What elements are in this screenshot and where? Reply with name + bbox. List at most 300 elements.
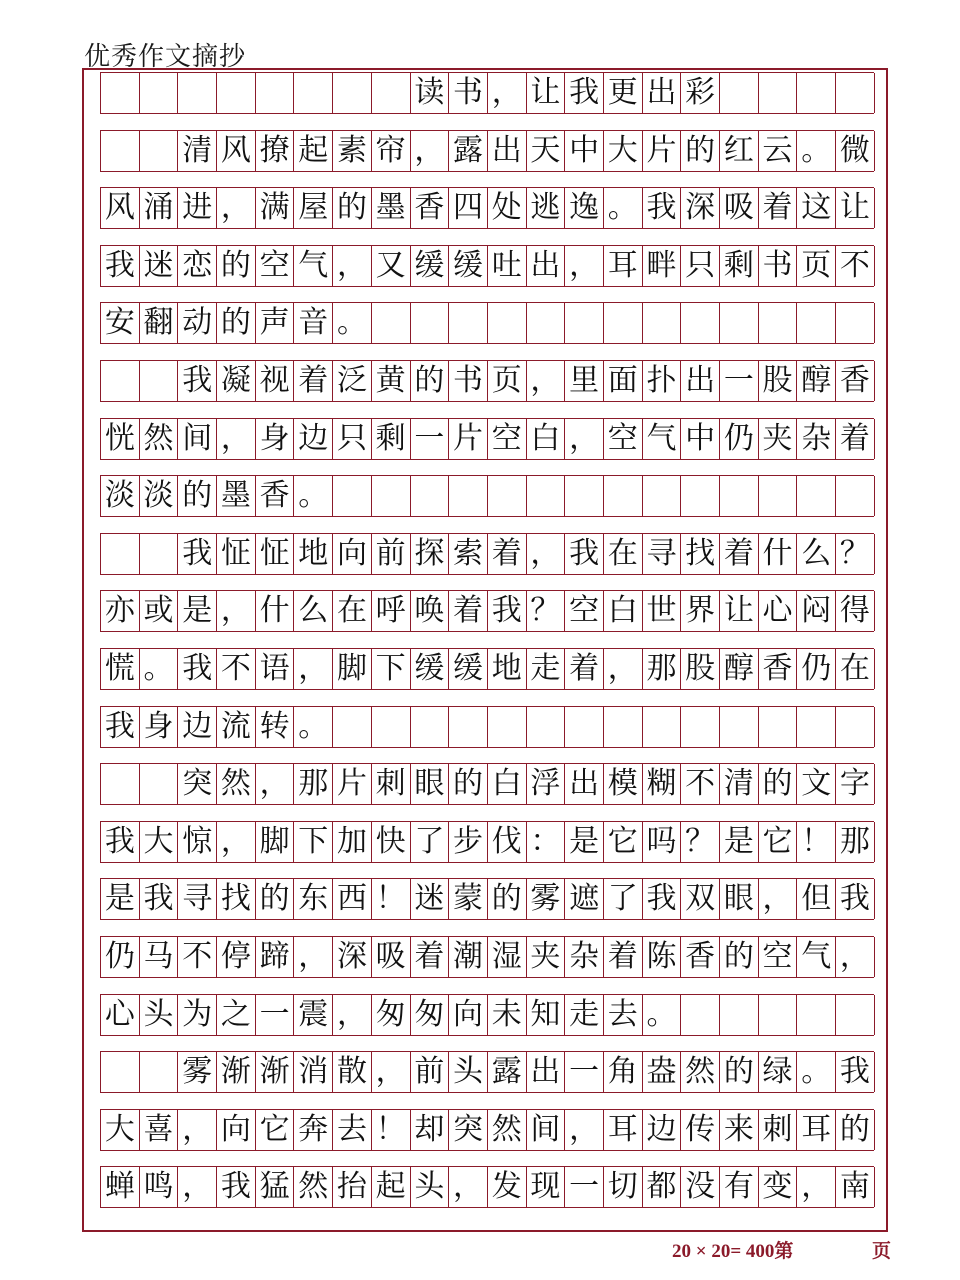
- grid-cell: 一: [256, 995, 295, 1035]
- grid-row: [100, 878, 874, 920]
- grid-cell: [449, 303, 488, 343]
- grid-cell: 然: [681, 1052, 720, 1092]
- grid-cell: 不: [681, 764, 720, 804]
- grid-row: [100, 418, 874, 460]
- grid-cell: 页: [797, 246, 836, 286]
- grid-cell: 更: [604, 73, 643, 113]
- grid-cell: 马: [140, 937, 179, 977]
- grid-cell: 里: [565, 361, 604, 401]
- grid-cell: ，: [217, 419, 256, 459]
- grid-cell: 逸: [565, 188, 604, 228]
- grid-row: [100, 245, 874, 287]
- grid-cell: 缓: [449, 649, 488, 689]
- grid-cell: 我: [178, 649, 217, 689]
- grid-cell: 让: [527, 73, 566, 113]
- grid-cell: 耳: [604, 1110, 643, 1150]
- grid-cell: 南: [836, 1167, 875, 1207]
- grid-cell: 间: [527, 1110, 566, 1150]
- grid-cell: 我: [140, 879, 179, 919]
- grid-cell: 了: [411, 822, 450, 862]
- grid-cell: 却: [411, 1110, 450, 1150]
- grid-cell: 素: [333, 131, 372, 171]
- grid-cell: 在: [604, 534, 643, 574]
- grid-cell: 心: [101, 995, 140, 1035]
- grid-cell: 醇: [797, 361, 836, 401]
- grid-row: [100, 1109, 874, 1151]
- grid-cell: 空: [565, 591, 604, 631]
- grid-cell: 呼: [372, 591, 411, 631]
- grid-cell: [527, 707, 566, 747]
- grid-cell: 满: [256, 188, 295, 228]
- grid-cell: 空: [759, 937, 798, 977]
- grid-cell: ，: [294, 649, 333, 689]
- grid-cell: 屋: [294, 188, 333, 228]
- grid-cell: 香: [411, 188, 450, 228]
- grid-cell: ，: [217, 591, 256, 631]
- grid-cell: 的: [449, 764, 488, 804]
- grid-cell: 彩: [681, 73, 720, 113]
- grid-cell: [333, 476, 372, 516]
- grid-cell: [527, 476, 566, 516]
- grid-cell: [836, 995, 875, 1035]
- grid-cell: ，: [565, 246, 604, 286]
- grid-cell: [643, 303, 682, 343]
- grid-cell: ，: [294, 937, 333, 977]
- grid-cell: 边: [178, 707, 217, 747]
- grid-cell: ，: [178, 1110, 217, 1150]
- grid-cell: ，: [449, 1167, 488, 1207]
- grid-row: [100, 821, 874, 863]
- grid-row: [100, 130, 874, 172]
- grid-cell: [140, 1052, 179, 1092]
- grid-cell: [759, 303, 798, 343]
- grid-cell: 然: [217, 764, 256, 804]
- header-note: 优秀作文摘抄: [84, 42, 247, 72]
- grid-cell: 头: [411, 1167, 450, 1207]
- grid-cell: [836, 707, 875, 747]
- grid-cell: 它: [604, 822, 643, 862]
- grid-cell: 变: [759, 1167, 798, 1207]
- grid-cell: 。: [604, 188, 643, 228]
- grid-cell: 猛: [256, 1167, 295, 1207]
- grid-cell: 然: [140, 419, 179, 459]
- grid-cell: 边: [294, 419, 333, 459]
- grid-cell: [333, 73, 372, 113]
- grid-cell: 片: [449, 419, 488, 459]
- grid-cell: 语: [256, 649, 295, 689]
- grid-cell: 凝: [217, 361, 256, 401]
- grid-cell: ，: [527, 361, 566, 401]
- grid-cell: 不: [178, 937, 217, 977]
- grid-cell: 蒙: [449, 879, 488, 919]
- grid-cell: 刺: [372, 764, 411, 804]
- grid-cell: [372, 303, 411, 343]
- grid-cell: 醇: [720, 649, 759, 689]
- grid-cell: 片: [643, 131, 682, 171]
- grid-cell: 消: [294, 1052, 333, 1092]
- grid-cell: 。: [643, 995, 682, 1035]
- grid-cell: 前: [411, 1052, 450, 1092]
- grid-cell: [101, 361, 140, 401]
- grid-cell: 字: [836, 764, 875, 804]
- grid-cell: 香: [256, 476, 295, 516]
- grid-cell: 的: [178, 476, 217, 516]
- grid-cell: [797, 303, 836, 343]
- grid-cell: 股: [759, 361, 798, 401]
- grid-cell: ！: [372, 1110, 411, 1150]
- grid-cell: 唤: [411, 591, 450, 631]
- grid-cell: 慌: [101, 649, 140, 689]
- grid-cell: 怔: [256, 534, 295, 574]
- grid-cell: 么: [797, 534, 836, 574]
- grid-cell: 我: [836, 1052, 875, 1092]
- grid-cell: 黄: [372, 361, 411, 401]
- grid-cell: 怔: [217, 534, 256, 574]
- grid-cell: ，: [604, 649, 643, 689]
- grid-cell: 身: [140, 707, 179, 747]
- grid-cell: 亦: [101, 591, 140, 631]
- grid-row: [100, 648, 874, 690]
- grid-cell: [720, 707, 759, 747]
- grid-cell: 仍: [720, 419, 759, 459]
- footer-page-suffix: 页: [872, 1241, 892, 1262]
- footer-grid-count: 20 × 20= 400第: [672, 1241, 794, 1262]
- grid-cell: [140, 361, 179, 401]
- grid-cell: 着: [720, 534, 759, 574]
- grid-cell: 白: [604, 591, 643, 631]
- grid-cell: 着: [759, 188, 798, 228]
- grid-cell: [604, 707, 643, 747]
- grid-cell: [488, 303, 527, 343]
- grid-cell: 白: [488, 764, 527, 804]
- grid-cell: 有: [720, 1167, 759, 1207]
- grid-cell: 心: [759, 591, 798, 631]
- grid-cell: 脚: [256, 822, 295, 862]
- grid-cell: 雾: [527, 879, 566, 919]
- grid-cell: 雾: [178, 1052, 217, 1092]
- grid-cell: 眼: [411, 764, 450, 804]
- grid-cell: 停: [217, 937, 256, 977]
- grid-cell: 伐: [488, 822, 527, 862]
- grid-cell: 得: [836, 591, 875, 631]
- grid-row: [100, 936, 874, 978]
- grid-cell: [836, 73, 875, 113]
- grid-cell: 深: [681, 188, 720, 228]
- grid-cell: 出: [488, 131, 527, 171]
- grid-cell: 知: [527, 995, 566, 1035]
- grid-cell: 着: [565, 649, 604, 689]
- grid-cell: 在: [333, 591, 372, 631]
- grid-cell: 遮: [565, 879, 604, 919]
- grid-cell: 的: [720, 1052, 759, 1092]
- grid-cell: 动: [178, 303, 217, 343]
- grid-cell: 间: [178, 419, 217, 459]
- grid-cell: [681, 995, 720, 1035]
- grid-cell: 我: [836, 879, 875, 919]
- grid-cell: 找: [217, 879, 256, 919]
- grid-cell: ，: [217, 822, 256, 862]
- grid-cell: 出: [643, 73, 682, 113]
- grid-cell: 但: [797, 879, 836, 919]
- grid-cell: [759, 476, 798, 516]
- grid-cell: 身: [256, 419, 295, 459]
- grid-cell: ，: [488, 73, 527, 113]
- grid-cell: ？: [681, 822, 720, 862]
- grid-cell: 西: [333, 879, 372, 919]
- grid-cell: 缓: [411, 246, 450, 286]
- grid-cell: 突: [178, 764, 217, 804]
- grid-cell: [643, 707, 682, 747]
- grid-cell: 的: [333, 188, 372, 228]
- grid-cell: [797, 476, 836, 516]
- grid-cell: ！: [797, 822, 836, 862]
- grid-cell: 蹄: [256, 937, 295, 977]
- grid-cell: 耳: [797, 1110, 836, 1150]
- grid-cell: [178, 73, 217, 113]
- grid-cell: 走: [527, 649, 566, 689]
- grid-cell: 角: [604, 1052, 643, 1092]
- grid-cell: 走: [565, 995, 604, 1035]
- grid-cell: [333, 707, 372, 747]
- grid-cell: 是: [565, 822, 604, 862]
- grid-cell: 气: [643, 419, 682, 459]
- grid-cell: ，: [372, 1052, 411, 1092]
- grid-cell: 向: [449, 995, 488, 1035]
- grid-cell: [449, 476, 488, 516]
- grid-cell: 闷: [797, 591, 836, 631]
- grid-cell: 片: [333, 764, 372, 804]
- grid-cell: 恋: [178, 246, 217, 286]
- grid-cell: 蝉: [101, 1167, 140, 1207]
- grid-cell: 转: [256, 707, 295, 747]
- grid-cell: 我: [178, 534, 217, 574]
- grid-cell: 仍: [101, 937, 140, 977]
- grid-cell: [720, 73, 759, 113]
- grid-cell: ，: [565, 419, 604, 459]
- grid-cell: 页: [488, 361, 527, 401]
- grid-cell: 让: [720, 591, 759, 631]
- grid-cell: [372, 476, 411, 516]
- grid-cell: ，: [217, 188, 256, 228]
- grid-cell: 扑: [643, 361, 682, 401]
- grid-cell: 它: [759, 822, 798, 862]
- grid-cell: 剩: [720, 246, 759, 286]
- grid-cell: 或: [140, 591, 179, 631]
- grid-cell: 让: [836, 188, 875, 228]
- grid-cell: 着: [449, 591, 488, 631]
- grid-cell: 我: [488, 591, 527, 631]
- grid-cell: ，: [759, 879, 798, 919]
- grid-cell: 中: [565, 131, 604, 171]
- grid-cell: 香: [681, 937, 720, 977]
- grid-cell: [101, 73, 140, 113]
- grid-row: [100, 994, 874, 1036]
- grid-cell: 都: [643, 1167, 682, 1207]
- grid-cell: 起: [294, 131, 333, 171]
- grid-cell: 只: [333, 419, 372, 459]
- grid-cell: 的: [681, 131, 720, 171]
- grid-row: [100, 763, 874, 805]
- grid-cell: [411, 707, 450, 747]
- grid-cell: 。: [333, 303, 372, 343]
- grid-cell: [797, 707, 836, 747]
- grid-cell: 着: [836, 419, 875, 459]
- grid-row: [100, 1166, 874, 1208]
- grid-row: [100, 475, 874, 517]
- grid-cell: 我: [565, 73, 604, 113]
- grid-cell: [720, 303, 759, 343]
- grid-cell: 陈: [643, 937, 682, 977]
- grid-cell: 我: [217, 1167, 256, 1207]
- grid-cell: 找: [681, 534, 720, 574]
- grid-cell: 浮: [527, 764, 566, 804]
- grid-cell: 切: [604, 1167, 643, 1207]
- grid-cell: 那: [643, 649, 682, 689]
- grid-cell: 下: [294, 822, 333, 862]
- grid-cell: ，: [797, 1167, 836, 1207]
- grid-cell: [604, 476, 643, 516]
- grid-cell: [759, 73, 798, 113]
- grid-cell: 书: [449, 361, 488, 401]
- grid-cell: 露: [488, 1052, 527, 1092]
- grid-cell: 面: [604, 361, 643, 401]
- grid-cell: 夹: [759, 419, 798, 459]
- grid-cell: 。: [294, 707, 333, 747]
- grid-cell: [488, 707, 527, 747]
- grid-cell: 奔: [294, 1110, 333, 1150]
- grid-cell: 。: [140, 649, 179, 689]
- grid-cell: 地: [294, 534, 333, 574]
- grid-cell: 吸: [372, 937, 411, 977]
- grid-cell: 那: [294, 764, 333, 804]
- grid-cell: 一: [565, 1167, 604, 1207]
- grid-cell: 书: [449, 73, 488, 113]
- grid-cell: [140, 131, 179, 171]
- grid-cell: 的: [256, 879, 295, 919]
- grid-cell: [681, 303, 720, 343]
- grid-row: [100, 187, 874, 229]
- grid-cell: 前: [372, 534, 411, 574]
- grid-cell: 泛: [333, 361, 372, 401]
- grid-cell: 迷: [140, 246, 179, 286]
- grid-cell: 杂: [797, 419, 836, 459]
- grid-cell: 缓: [449, 246, 488, 286]
- grid-cell: 鸣: [140, 1167, 179, 1207]
- grid-cell: ，: [565, 1110, 604, 1150]
- grid-cell: 空: [604, 419, 643, 459]
- grid-cell: 眼: [720, 879, 759, 919]
- grid-cell: 起: [372, 1167, 411, 1207]
- grid-cell: 潮: [449, 937, 488, 977]
- grid-cell: 匆: [372, 995, 411, 1035]
- grid-cell: 翻: [140, 303, 179, 343]
- grid-cell: 香: [759, 649, 798, 689]
- grid-cell: 音: [294, 303, 333, 343]
- grid-cell: [565, 707, 604, 747]
- grid-cell: ，: [333, 246, 372, 286]
- grid-cell: 模: [604, 764, 643, 804]
- grid-cell: 是: [178, 591, 217, 631]
- grid-cell: 地: [488, 649, 527, 689]
- grid-cell: ，: [333, 995, 372, 1035]
- grid-cell: [372, 73, 411, 113]
- grid-cell: [140, 73, 179, 113]
- grid-cell: 不: [836, 246, 875, 286]
- grid-cell: 为: [178, 995, 217, 1035]
- grid-cell: 我: [101, 822, 140, 862]
- grid-cell: 我: [643, 879, 682, 919]
- grid-cell: 索: [449, 534, 488, 574]
- grid-cell: 空: [256, 246, 295, 286]
- grid-cell: 我: [101, 246, 140, 286]
- grid-cell: 出: [565, 764, 604, 804]
- grid-cell: 一: [720, 361, 759, 401]
- grid-cell: 出: [681, 361, 720, 401]
- grid-cell: ？: [527, 591, 566, 631]
- grid-cell: 然: [488, 1110, 527, 1150]
- grid-cell: 之: [217, 995, 256, 1035]
- grid-cell: 红: [720, 131, 759, 171]
- grid-cell: 声: [256, 303, 295, 343]
- grid-cell: 刺: [759, 1110, 798, 1150]
- grid-cell: 的: [836, 1110, 875, 1150]
- grid-cell: 。: [797, 131, 836, 171]
- grid-cell: ？: [836, 534, 875, 574]
- grid-cell: 仍: [797, 649, 836, 689]
- grid-cell: 么: [294, 591, 333, 631]
- grid-cell: 缓: [411, 649, 450, 689]
- grid-cell: 恍: [101, 419, 140, 459]
- grid-cell: [449, 707, 488, 747]
- grid-cell: 的: [488, 879, 527, 919]
- grid-cell: 喜: [140, 1110, 179, 1150]
- grid-cell: 那: [836, 822, 875, 862]
- grid-cell: [759, 707, 798, 747]
- grid-cell: 的: [217, 303, 256, 343]
- grid-cell: 不: [217, 649, 256, 689]
- grid-cell: 来: [720, 1110, 759, 1150]
- grid-cell: [604, 303, 643, 343]
- grid-cell: 下: [372, 649, 411, 689]
- grid-cell: 盎: [643, 1052, 682, 1092]
- grid-cell: 文: [797, 764, 836, 804]
- grid-cell: 突: [449, 1110, 488, 1150]
- grid-cell: 空: [488, 419, 527, 459]
- grid-cell: 一: [411, 419, 450, 459]
- grid-cell: 淡: [140, 476, 179, 516]
- grid-cell: 去: [604, 995, 643, 1035]
- grid-cell: 是: [720, 822, 759, 862]
- grid-cell: [797, 995, 836, 1035]
- grid-cell: 探: [411, 534, 450, 574]
- grid-cell: 界: [681, 591, 720, 631]
- grid-cell: 散: [333, 1052, 372, 1092]
- grid-cell: 四: [449, 188, 488, 228]
- grid-cell: 头: [140, 995, 179, 1035]
- grid-cell: 吸: [720, 188, 759, 228]
- grid-cell: ，: [178, 1167, 217, 1207]
- grid-row: [100, 72, 874, 114]
- grid-cell: 深: [333, 937, 372, 977]
- grid-cell: 大: [101, 1110, 140, 1150]
- grid-row: [100, 706, 874, 748]
- grid-cell: 头: [449, 1052, 488, 1092]
- grid-cell: 耳: [604, 246, 643, 286]
- grid-cell: [527, 303, 566, 343]
- grid-cell: 的: [720, 937, 759, 977]
- grid-cell: 大: [604, 131, 643, 171]
- grid-cell: 畔: [643, 246, 682, 286]
